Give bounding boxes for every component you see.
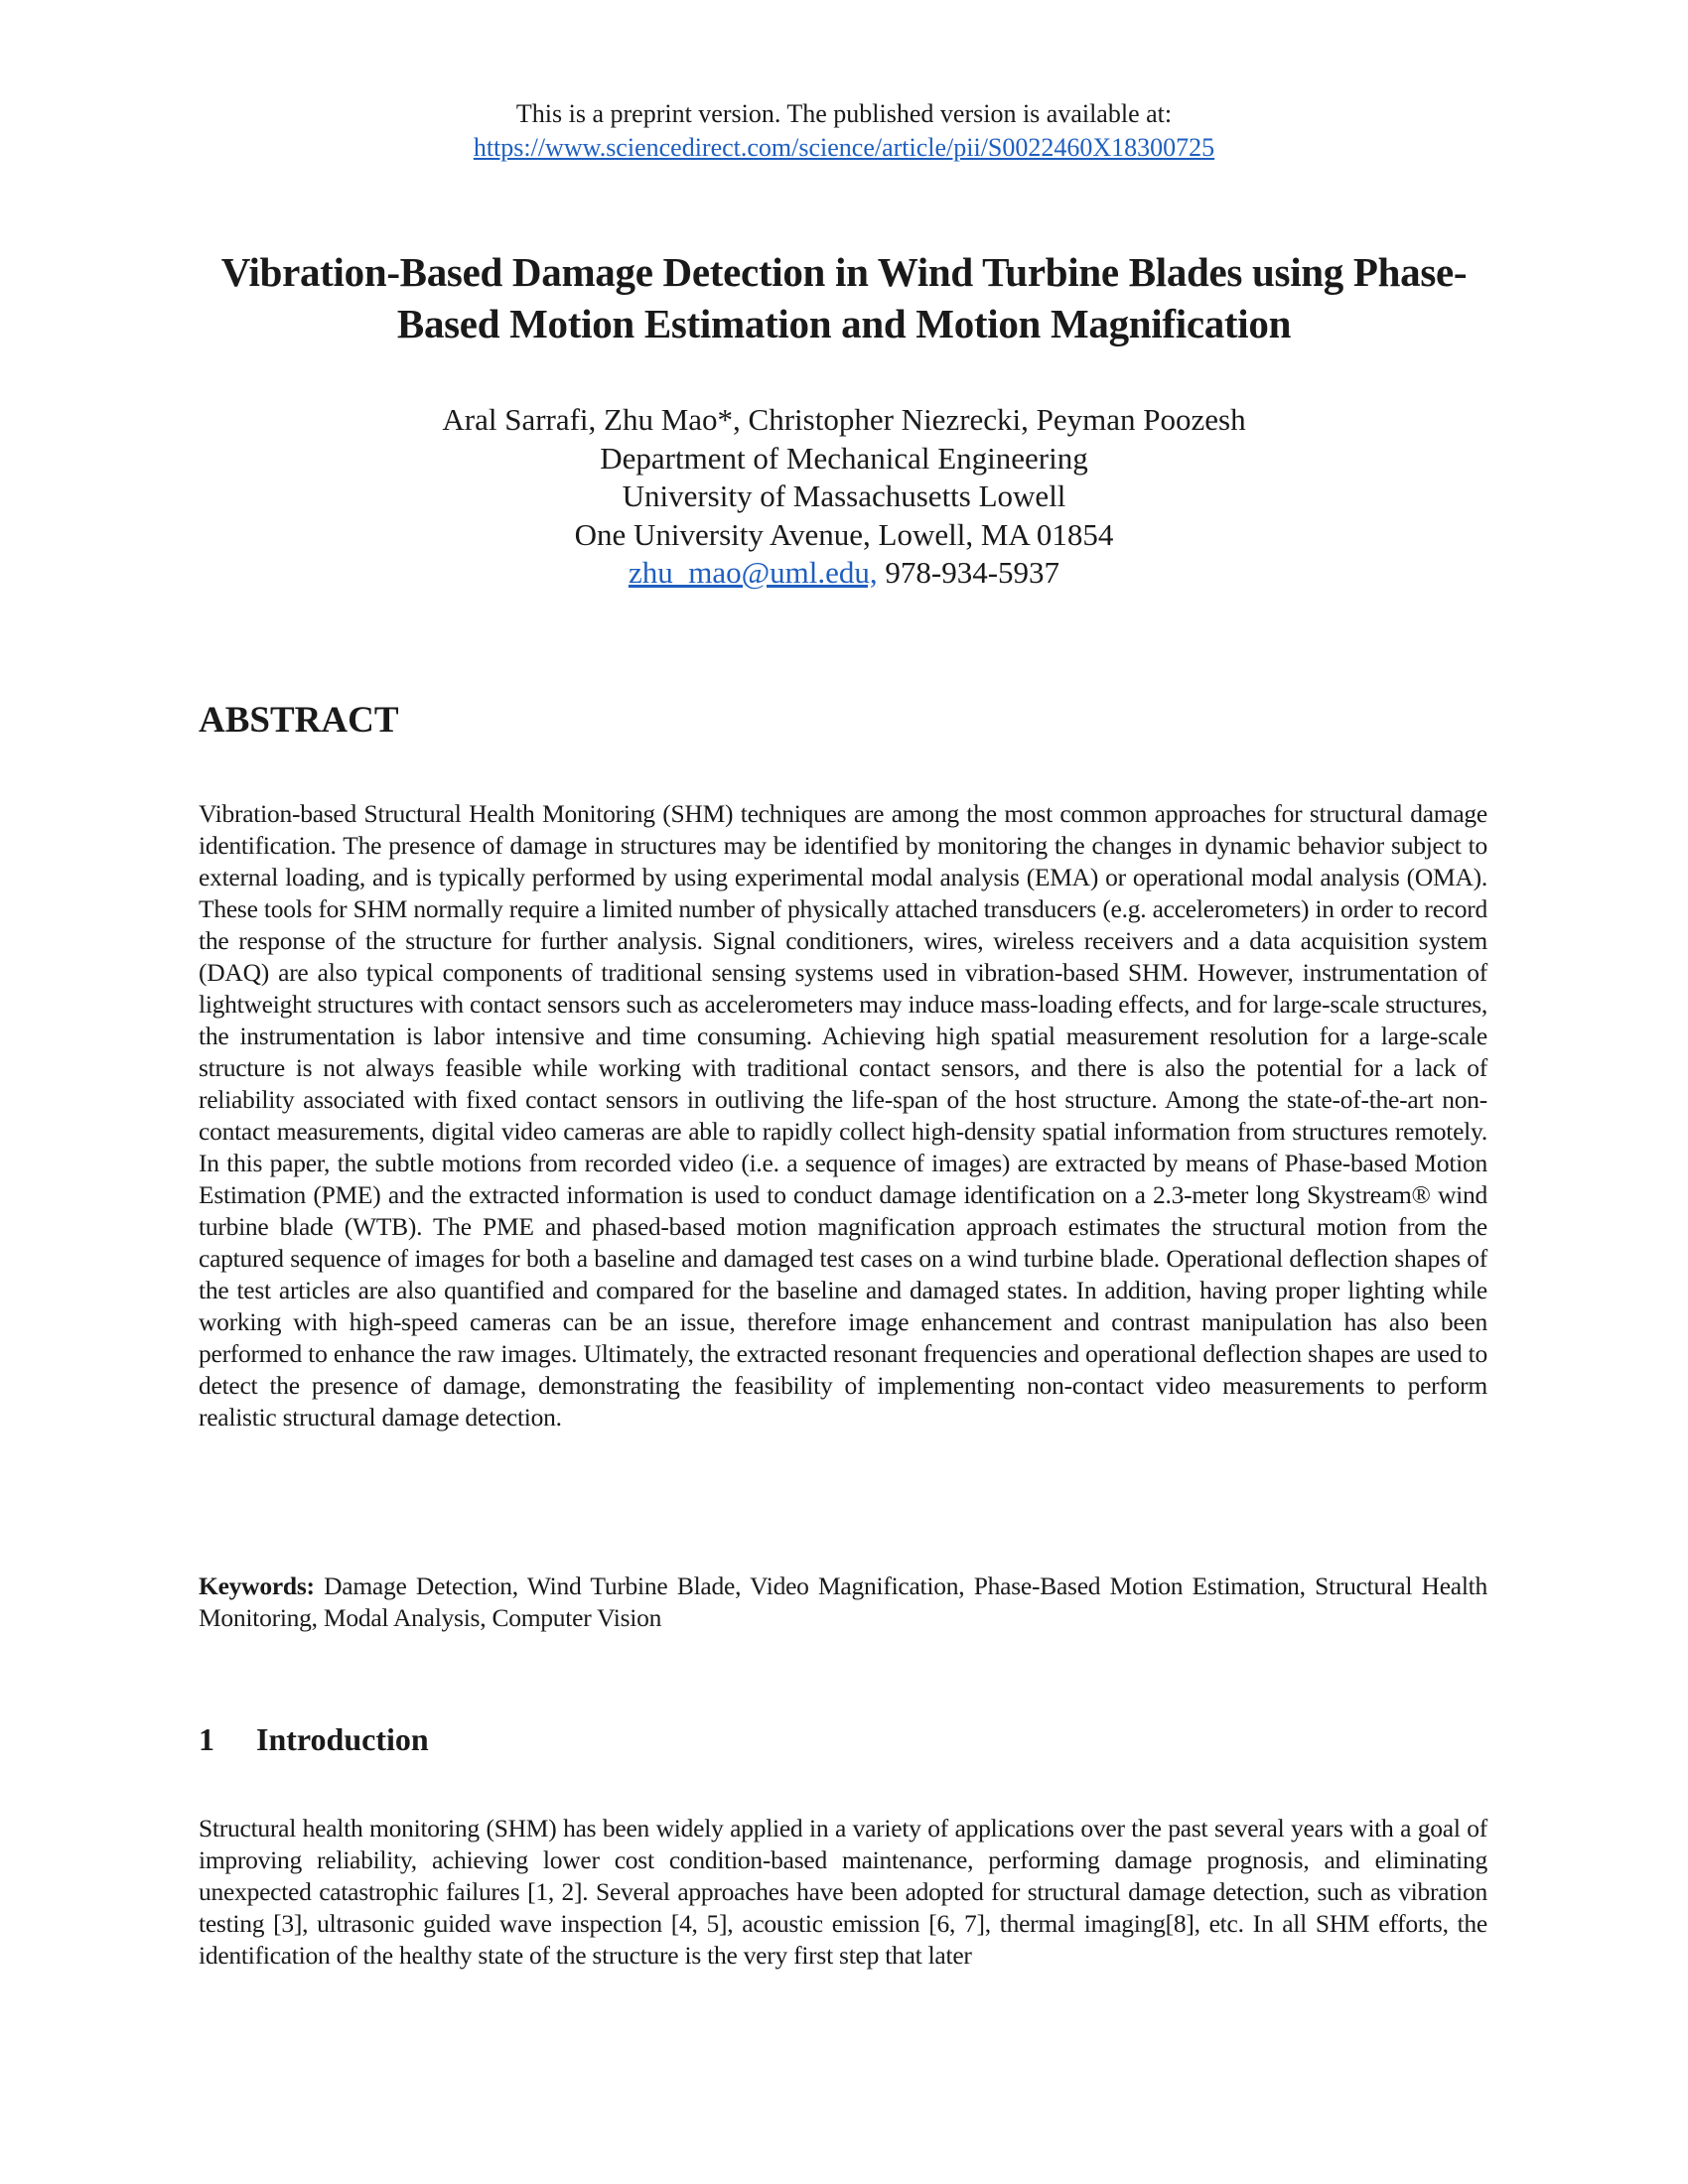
keywords-list: Damage Detection, Wind Turbine Blade, Video Magnification, Phase-Based Motion Estimation, Structural Health Monitoring, Modal Analysis, Computer Vision: [199, 1571, 1487, 1632]
introduction-heading: [199, 1719, 429, 1759]
author-address: One University Avenue, Lowell, MA 01854: [574, 516, 1114, 552]
abstract-text: Vibration-based Structural Health Monitoring (SHM) techniques are among the most common approaches for structural damage identification. The presence of damage in structures may be identified by monitoring the changes in dynamic behavior subject to external loading, and is typically performed by using experimental modal analysis (EMA) or operational modal analysis (OMA). These tools for SHM normally require a limited number of physically attached transducers (e.g. accelerometers) in order to record the response of the structure for further analysis. Signal conditioners, wires, wireless receivers and a data acquisition system (DAQ) are also typical components of traditional sensing systems used in vibration-based SHM. However, instrumentation of lightweight structures with contact sensors such as accelerometers may induce mass-loading effects, and for large-scale structures, the instrumentation is labor intensive and time consuming. Achieving high spatial measurement resolution for a large-scale structure is not always feasible while working with traditional contact sensors, and there is also the potential for a lack of reliability associated with fixed contact sensors in outliving the life-span of the host structure. Among the state-of-the-art non-contact measurements, digital video cameras are able to rapidly collect high-density spatial information from structures remotely. In this paper, the subtle motions from recorded video (i.e. a sequence of images) are extracted by means of Phase-based Motion Estimation (PME) and the extracted information is used to conduct damage identification on a 2.3-meter long Skystream® wind turbine blade (WTB). The PME and phased-based motion magnification approach estimates the structural motion from the captured sequence of images for both a baseline and damaged test cases on a wind turbine blade. Operational deflection shapes of the test articles are also quantified and compared for the baseline and damaged states. In addition, having proper lighting while working with high-speed cameras can be an issue, therefore image enhancement and contrast manipulation has also been performed to enhance the raw images. Ultimately, the extracted resonant frequencies and operational deflection shapes are used to detect the presence of damage, demonstrating the feasibility of implementing non-contact video measurements to perform realistic structural damage detection.: [199, 799, 1487, 1432]
author-names: Aral Sarrafi, Zhu Mao*, Christopher Niezrecki, Peyman Poozesh: [442, 402, 1246, 437]
author-department: Department of Mechanical Engineering: [600, 440, 1088, 476]
introduction-text: Structural health monitoring (SHM) has been widely applied in a variety of applications over the past several years with a goal of improving reliability, achieving lower cost condition-based maintenance, performing damage prognosis, and eliminating unexpected catastrophic failures [1, 2]. Several approaches have been adopted for structural damage detection, such as vibration testing [3], ultrasonic guided wave inspection [4, 5], acoustic emission [6, 7], thermal imaging[8], etc. In all SHM efforts, the identification of the healthy state of the structure is the very first step that later: [199, 1814, 1487, 1970]
section-title: Introduction: [256, 1721, 429, 1757]
abstract-heading: ABSTRACT: [199, 700, 399, 741]
author-block: [0, 401, 1688, 593]
author-university: University of Massachusetts Lowell: [622, 478, 1066, 513]
keywords-paragraph: [199, 1570, 1487, 1634]
paper-title: Vibration-Based Damage Detection in Wind Turbine Blades using Phase-Based Motion Estimation and Motion Magnification: [220, 249, 1468, 346]
published-version-link[interactable]: https://www.sciencedirect.com/science/article/pii/S0022460X18300725: [473, 133, 1215, 162]
section-number: 1: [199, 1721, 214, 1757]
keywords-label: Keywords:: [199, 1571, 315, 1600]
author-phone: 978-934-5937: [885, 555, 1060, 590]
author-email-link[interactable]: zhu_mao@uml.edu,: [628, 555, 878, 590]
preprint-notice-text: This is a preprint version. The published version is available at:: [515, 99, 1173, 128]
author-contact: [0, 554, 1688, 593]
preprint-notice: [0, 97, 1688, 165]
